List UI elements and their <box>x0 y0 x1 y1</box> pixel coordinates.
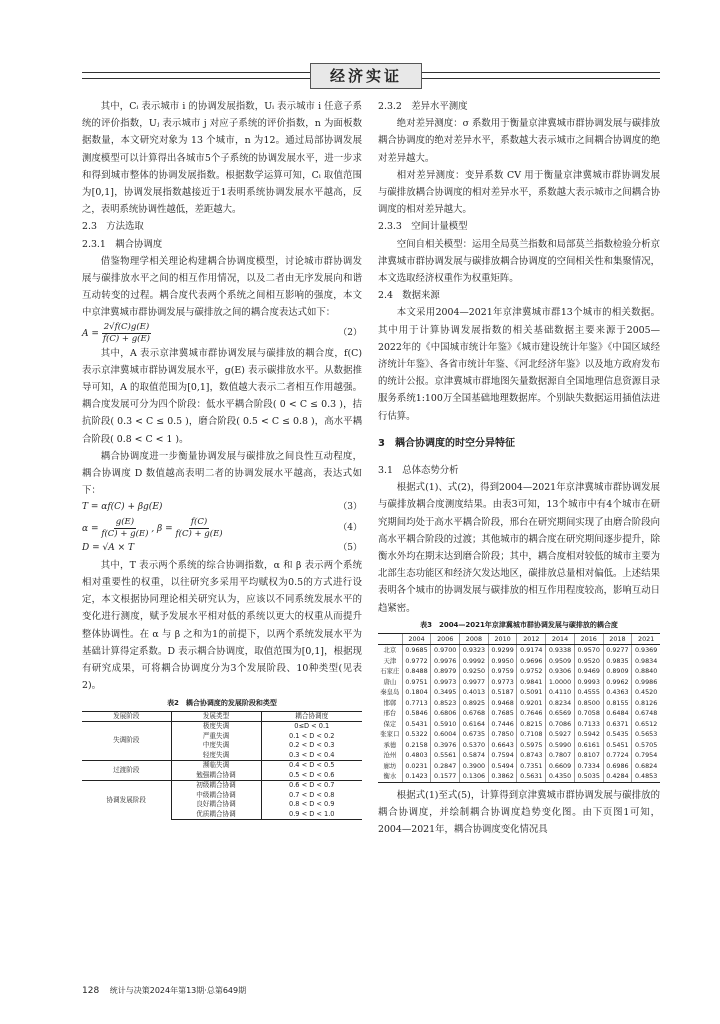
chapter-heading: 3 耦合协调度的时空分异特征 <box>378 437 515 449</box>
equation-5 <box>82 540 362 557</box>
value-cell: 0.5187 <box>488 687 517 698</box>
value-cell: 0.9323 <box>460 645 489 656</box>
value-cell: 0.9250 <box>460 666 489 677</box>
value-cell: 0.3862 <box>488 771 517 782</box>
value-cell: 0.8155 <box>603 698 632 709</box>
table-row <box>378 740 660 751</box>
value-cell: 0.9299 <box>488 645 517 656</box>
left-column <box>82 98 362 820</box>
value-cell: 0.9986 <box>632 677 660 688</box>
value-cell: 0.7446 <box>488 719 517 730</box>
value-cell: 0.6643 <box>488 740 517 751</box>
table-row <box>82 722 362 732</box>
value-cell: 0.7724 <box>603 750 632 761</box>
value-cell: 0.9509 <box>546 656 575 667</box>
value-cell: 0.9306 <box>546 666 575 677</box>
value-cell: 0.9700 <box>431 645 460 656</box>
city-cell: 衡水 <box>378 771 402 782</box>
value-cell: 0.5942 <box>574 729 603 740</box>
table-row <box>378 708 660 719</box>
value-cell: 0.7594 <box>488 750 517 761</box>
stage-cell: 协调发展阶段 <box>82 781 171 820</box>
equation-body: T = αf(C) + βg(E) <box>82 502 163 513</box>
value-cell: 0.5874 <box>460 750 489 761</box>
spacer <box>378 452 660 462</box>
value-cell: 0.9696 <box>517 656 546 667</box>
table-row <box>378 729 660 740</box>
value-cell: 0.6609 <box>546 761 575 772</box>
equation-number: （4） <box>338 522 362 533</box>
value-cell: 0.9338 <box>546 645 575 656</box>
value-cell: 0.9973 <box>431 677 460 688</box>
value-cell: 0.8979 <box>431 666 460 677</box>
range-cell: 0.9 < D < 1.0 <box>261 810 362 820</box>
city-cell: 邯郸 <box>383 698 397 707</box>
table-row <box>378 687 660 698</box>
fraction-denominator: f(C) + g(E) <box>102 333 150 344</box>
table-header-row <box>378 633 660 645</box>
equation-2 <box>82 322 362 345</box>
journal-info: 统计与决策2024年第13期·总第649期 <box>109 986 247 995</box>
value-cell: 0.9759 <box>488 666 517 677</box>
table-row <box>378 771 660 782</box>
paragraph: 本文采用2004—2021年京津冀城市群13个城市的相关数据。其中用于计算协调发展指数的相关基础数据主要来源于2005—2022年的《中国城市统计年鉴》《城市建设统计年鉴》《中国区域经济统计年鉴》、各省市统计年鉴、《河北经济年鉴》以及地方政府发布的统计公报。京津冀城市群地图矢量数据源自全国地理信息资源目录服务系统1:100万全国基础地理数据库。个别缺失数据运用插值法进行估算。 <box>378 307 660 422</box>
value-cell: 0.9834 <box>632 656 660 667</box>
value-cell: 0.9469 <box>574 666 603 677</box>
range-cell: 0.8 < D < 0.9 <box>289 800 335 808</box>
city-cell: 秦皇岛 <box>380 688 400 697</box>
value-cell: 0.5927 <box>546 729 575 740</box>
range-cell: 0.6 < D < 0.7 <box>261 781 362 791</box>
value-cell: 0.0231 <box>402 761 431 772</box>
value-cell: 0.8126 <box>632 698 660 709</box>
section-heading: 2.3 方法选取 <box>82 221 144 233</box>
value-cell: 0.9751 <box>402 677 431 688</box>
paragraph: 空间自相关模型：运用全局莫兰指数和局部莫兰指数检验分析京津冀城市群协调发展与碳排放耦合协调度的空间相关性和集聚情况，本文选取经济权重作为权重矩阵。 <box>378 238 660 285</box>
table-row <box>82 781 362 791</box>
city-cell: 唐山 <box>383 677 397 686</box>
type-cell: 中级耦合协调 <box>171 791 261 801</box>
table-header-cell: 2014 <box>546 633 575 645</box>
value-cell: 0.7133 <box>574 719 603 730</box>
value-cell: 0.9992 <box>460 656 489 667</box>
equation-number: （2） <box>338 327 362 338</box>
table-header-cell: 2012 <box>517 633 546 645</box>
value-cell: 0.6161 <box>574 740 603 751</box>
value-cell: 0.4853 <box>632 771 660 782</box>
equation-4 <box>82 517 362 540</box>
value-cell: 0.5705 <box>632 740 660 751</box>
fraction-denominator: f(C) + g(E) <box>101 528 149 539</box>
value-cell: 0.9835 <box>603 656 632 667</box>
value-cell: 0.4555 <box>574 687 603 698</box>
equation-number: （3） <box>338 502 362 513</box>
table-header-cell: 2016 <box>574 633 603 645</box>
value-cell: 0.9977 <box>460 677 489 688</box>
value-cell: 0.1804 <box>402 687 431 698</box>
value-cell: 0.9277 <box>603 645 632 656</box>
paragraph: 相对差异测度：变异系数 CV 用于衡量京津冀城市群协调发展与碳排放耦合协调度的相对差异水平，系数越大表示城市之间耦合协调度的相对差异越大。 <box>378 169 660 216</box>
section-heading: 3.1 总体态势分析 <box>378 465 459 477</box>
value-cell: 0.7334 <box>574 761 603 772</box>
value-cell: 0.5846 <box>402 708 431 719</box>
value-cell: 0.5631 <box>517 771 546 782</box>
value-cell: 0.7086 <box>546 719 575 730</box>
value-cell: 0.4013 <box>460 687 489 698</box>
type-cell: 良好耦合协调 <box>171 800 261 810</box>
value-cell: 0.2158 <box>402 740 431 751</box>
range-cell: 0.2 < D < 0.3 <box>289 741 335 749</box>
range-cell: 0.1 < D < 0.2 <box>289 731 335 740</box>
right-column <box>378 98 660 839</box>
value-cell: 0.5091 <box>517 687 546 698</box>
table-header-cell: 2021 <box>632 633 660 645</box>
table-row <box>378 645 660 656</box>
range-cell: 0.3 < D < 0.4 <box>289 750 335 759</box>
city-cell: 石家庄 <box>380 667 400 676</box>
value-cell: 0.5322 <box>402 729 431 740</box>
value-cell: 0.9520 <box>574 656 603 667</box>
value-cell: 0.5494 <box>488 761 517 772</box>
value-cell: 0.9993 <box>574 677 603 688</box>
paragraph: 绝对差异测度：σ 系数用于衡量京津冀城市群协调发展与碳排放耦合协调度的绝对差异水平，系数越大表示城市之间耦合协调度的绝对差异越大。 <box>378 118 660 164</box>
subsection-heading: 2.3.3 空间计量模型 <box>378 221 468 233</box>
value-cell: 0.9468 <box>488 698 517 709</box>
paragraph: 其中，T 表示两个系统的综合协调指数，α 和 β 表示两个系统相对重要性的权重，以往研究多采用平均赋权为0.5的方式进行设定，本文根据协同理论相关研究认为，应该以不同系统发展水平的变化进行测度，赋予发展水平相对低的系统以更大的权重从而提升整体协调性。在 α 与 β 之和为1的前提下，以两个系统发展水平为基础计算得定系数。D 表示耦合协调度，取值范围为[0,1]，根据现有研究成果，可将耦合协调度分为3个发展阶段、10种类型(见表2)。 <box>82 559 362 692</box>
value-cell: 0.7058 <box>574 708 603 719</box>
equation-fraction <box>176 517 223 540</box>
table-header-cell: 2010 <box>488 633 517 645</box>
table-caption: 表3 2004—2021年京津冀城市群协调发展与碳排放的耦合度 <box>420 620 618 629</box>
range-cell: 0.5 < D < 0.6 <box>289 770 335 779</box>
value-cell: 0.6768 <box>460 708 489 719</box>
paragraph: 其中，A 表示京津冀城市群协调发展与碳排放的耦合度，f(C) 表示京津冀城市群协调发展水平，g(E) 表示碳排放水平。从数据推导可知，A 的取值范围为[0,1]，数值越大表示二者相互作用越强。耦合度发展可分为四个阶段：低水平耦合阶段( 0 < C ≤ 0.3 )，拮抗阶段( 0.3 < C ≤ 0.5 )，磨合阶段( 0.5 < C ≤ 0.8 )，高水平耦合阶段( 0.8 < C < 1 )。 <box>82 347 362 445</box>
section-heading: 2.4 数据来源 <box>378 290 440 302</box>
equation-lhs: A = <box>82 328 102 339</box>
type-cell: 中度失调 <box>171 741 261 751</box>
equation-fraction <box>101 517 148 540</box>
table-header-cell: 2018 <box>603 633 632 645</box>
value-cell: 0.8215 <box>517 719 546 730</box>
value-cell: 0.7807 <box>546 750 575 761</box>
equation-number: （5） <box>338 542 362 553</box>
city-cell: 廊坊 <box>383 761 397 770</box>
range-cell: 0.4 < D < 0.5 <box>261 761 362 771</box>
fraction-numerator: g(E) <box>115 516 135 527</box>
value-cell: 0.5975 <box>517 740 546 751</box>
value-cell: 0.9174 <box>517 645 546 656</box>
value-cell: 0.5990 <box>546 740 575 751</box>
city-cell: 沧州 <box>383 751 397 760</box>
subsection-heading: 2.3.2 差异水平测度 <box>378 101 468 112</box>
paragraph: 耦合协调度进一步衡量协调发展与碳排放之间良性互动程度，耦合协调度 D 数值越高表明二者的协调发展水平越高，表达式如下： <box>82 450 362 497</box>
value-cell: 0.6371 <box>603 719 632 730</box>
table-row <box>378 698 660 709</box>
paragraph: 根据式(1)、式(2)，得到2004—2021年京津冀城市群协调发展与碳排放耦合度测度结果。由表3可知，13个城市中有4个城市在研究期间均处于高水平耦合阶段，邢台在研究期间实现了由磨合阶段向高水平耦合阶段的过渡；其他城市的耦合度在研究期间逐步提升，除衡水外均在期末达到磨合阶段；其中，耦合度相对较低的城市主要为北部生态功能区和经济欠发达地区，碳排放总量相对偏低。上述结果表明各个城市的协调发展与碳排放的相互作用程度较高，影响互动日趋紧密。 <box>378 482 660 614</box>
type-cell: 极度失调 <box>171 722 261 732</box>
value-cell: 0.7646 <box>517 708 546 719</box>
value-cell: 0.5561 <box>431 750 460 761</box>
value-cell: 0.7685 <box>488 708 517 719</box>
value-cell: 0.5035 <box>574 771 603 782</box>
spacer <box>378 425 660 435</box>
table-header-cell: 2004 <box>402 633 431 645</box>
value-cell: 0.6164 <box>460 719 489 730</box>
value-cell: 0.4363 <box>603 687 632 698</box>
table-caption: 表2 耦合协调度的发展阶段和类型 <box>167 698 277 707</box>
table-header-cell: 发展类型 <box>171 711 261 722</box>
page-number: 128 <box>82 986 100 996</box>
value-cell: 0.8523 <box>431 698 460 709</box>
city-cell: 保定 <box>383 719 397 728</box>
range-cell: 0.7 < D < 0.8 <box>289 790 335 799</box>
equation-separator: , β = <box>151 523 176 534</box>
range-cell: 0≤D < 0.1 <box>294 722 330 730</box>
table-row <box>378 656 660 667</box>
table-header-cell: 发展阶段 <box>82 711 171 722</box>
value-cell: 0.8488 <box>402 666 431 677</box>
city-cell: 天津 <box>383 656 397 665</box>
value-cell: 0.9773 <box>488 677 517 688</box>
type-cell: 轻度失调 <box>171 751 261 761</box>
value-cell: 0.6824 <box>632 761 660 772</box>
city-cell: 承德 <box>383 740 397 749</box>
value-cell: 0.5451 <box>603 740 632 751</box>
value-cell: 0.9962 <box>603 677 632 688</box>
value-cell: 0.9685 <box>402 645 431 656</box>
value-cell: 0.4110 <box>546 687 575 698</box>
table-header-cell: 耦合协调度 <box>261 711 362 722</box>
value-cell: 0.6986 <box>603 761 632 772</box>
value-cell: 0.2847 <box>431 761 460 772</box>
city-cell: 北京 <box>383 646 397 655</box>
value-cell: 0.6569 <box>546 708 575 719</box>
value-cell: 0.8925 <box>460 698 489 709</box>
table-row <box>378 719 660 730</box>
equation-3 <box>82 499 362 516</box>
table-body <box>378 645 660 783</box>
value-cell: 0.7351 <box>517 761 546 772</box>
value-cell: 0.9570 <box>574 645 603 656</box>
paragraph: 其中，Cᵢ 表示城市 i 的协调发展指数，Uᵢ 表示城市 i 任意子系统的评价指数，Uⱼ 表示城市 j 对应子系统的评价指数，n 为面板数据数量，本文研究对象为 13 个城市，n 为12。通过局部协调发展测度模型可以计算得出各城市5个子系统的协调发展水平，进一步求和得到城市整体的协调发展指数。根据数学运算可知，Cᵢ 取值范围为[0,1]，协调发展指数越接近于1表明系统协调发展水平越高，反之，表明系统协调性越低，差距越大。 <box>82 101 362 216</box>
table-row <box>378 761 660 772</box>
value-cell: 0.6806 <box>431 708 460 719</box>
type-cell: 勉强耦合协调 <box>171 771 261 781</box>
city-cell: 张家口 <box>380 730 400 739</box>
value-cell: 0.1577 <box>431 771 460 782</box>
value-cell: 0.5370 <box>460 740 489 751</box>
value-cell: 0.8840 <box>632 666 660 677</box>
stage-cell: 过渡阶段 <box>82 761 171 781</box>
paragraph: 根据式(1)至式(5)，计算得到京津冀城市群协调发展与碳排放的耦合协调度，并绘制耦合协调度趋势变化图。由下页图1可知，2004—2021年，耦合协调度变化情况具 <box>378 789 660 836</box>
value-cell: 0.6512 <box>632 719 660 730</box>
value-cell: 0.5435 <box>603 729 632 740</box>
value-cell: 0.6748 <box>632 708 660 719</box>
value-cell: 0.5910 <box>431 719 460 730</box>
value-cell: 0.8107 <box>574 750 603 761</box>
value-cell: 0.7713 <box>402 698 431 709</box>
type-cell: 初级耦合协调 <box>171 781 261 791</box>
value-cell: 0.8909 <box>603 666 632 677</box>
value-cell: 0.3900 <box>460 761 489 772</box>
value-cell: 0.3495 <box>431 687 460 698</box>
value-cell: 0.5653 <box>632 729 660 740</box>
equation-lhs: α = <box>82 523 102 534</box>
value-cell: 0.9976 <box>431 656 460 667</box>
value-cell: 0.8234 <box>546 698 575 709</box>
value-cell: 0.4350 <box>546 771 575 782</box>
type-cell: 严重失调 <box>171 732 261 742</box>
value-cell: 1.0000 <box>546 677 575 688</box>
column-title: 经济实证 <box>310 63 422 89</box>
fraction-numerator: 2√f(C)g(E) <box>103 321 150 332</box>
value-cell: 0.7108 <box>517 729 546 740</box>
type-cell: 优质耦合协调 <box>171 810 261 820</box>
value-cell: 0.9369 <box>632 645 660 656</box>
value-cell: 0.7850 <box>488 729 517 740</box>
coupling-stage-table <box>82 711 362 821</box>
page-footer <box>82 985 246 996</box>
city-cell: 邢台 <box>383 709 397 718</box>
value-cell: 0.8500 <box>574 698 603 709</box>
fraction-denominator: f(C) + g(E) <box>175 528 223 539</box>
paragraph: 借鉴物理学相关理论构建耦合协调度模型，讨论城市群协调发展与碳排放水平之间的相互作用情况，以及二者由无序发展向和谐互动转变的过程。耦合度代表两个系统之间相互影响的强度，本文中京津冀城市群协调发展与碳排放之间的耦合度表达式如下： <box>82 255 362 319</box>
value-cell: 0.6484 <box>603 708 632 719</box>
table-row <box>378 750 660 761</box>
value-cell: 0.4284 <box>603 771 632 782</box>
value-cell: 0.6735 <box>460 729 489 740</box>
subsection-heading: 2.3.1 耦合协调度 <box>82 238 163 250</box>
value-cell: 0.4520 <box>632 687 660 698</box>
value-cell: 0.5431 <box>402 719 431 730</box>
value-cell: 0.9752 <box>517 666 546 677</box>
value-cell: 0.9772 <box>402 656 431 667</box>
stage-cell: 失调阶段 <box>113 736 140 745</box>
value-cell: 0.1306 <box>460 771 489 782</box>
coupling-degree-table <box>378 633 660 783</box>
type-cell: 濒临失调 <box>171 761 261 771</box>
table-header-cell: 2006 <box>431 633 460 645</box>
value-cell: 0.7954 <box>632 750 660 761</box>
table-header-cell <box>378 633 402 645</box>
value-cell: 0.6004 <box>431 729 460 740</box>
fraction-numerator: f(C) <box>190 516 208 527</box>
value-cell: 0.8743 <box>517 750 546 761</box>
value-cell: 0.9950 <box>488 656 517 667</box>
value-cell: 0.9201 <box>517 698 546 709</box>
table-row <box>378 677 660 688</box>
table-header-cell: 2008 <box>460 633 489 645</box>
table-row <box>82 761 362 771</box>
value-cell: 0.3976 <box>431 740 460 751</box>
equation-body: D = √A × T <box>82 542 134 553</box>
value-cell: 0.1423 <box>402 771 431 782</box>
value-cell: 0.4803 <box>402 750 431 761</box>
value-cell: 0.9841 <box>517 677 546 688</box>
table-row <box>378 666 660 677</box>
equation-fraction <box>102 322 151 345</box>
